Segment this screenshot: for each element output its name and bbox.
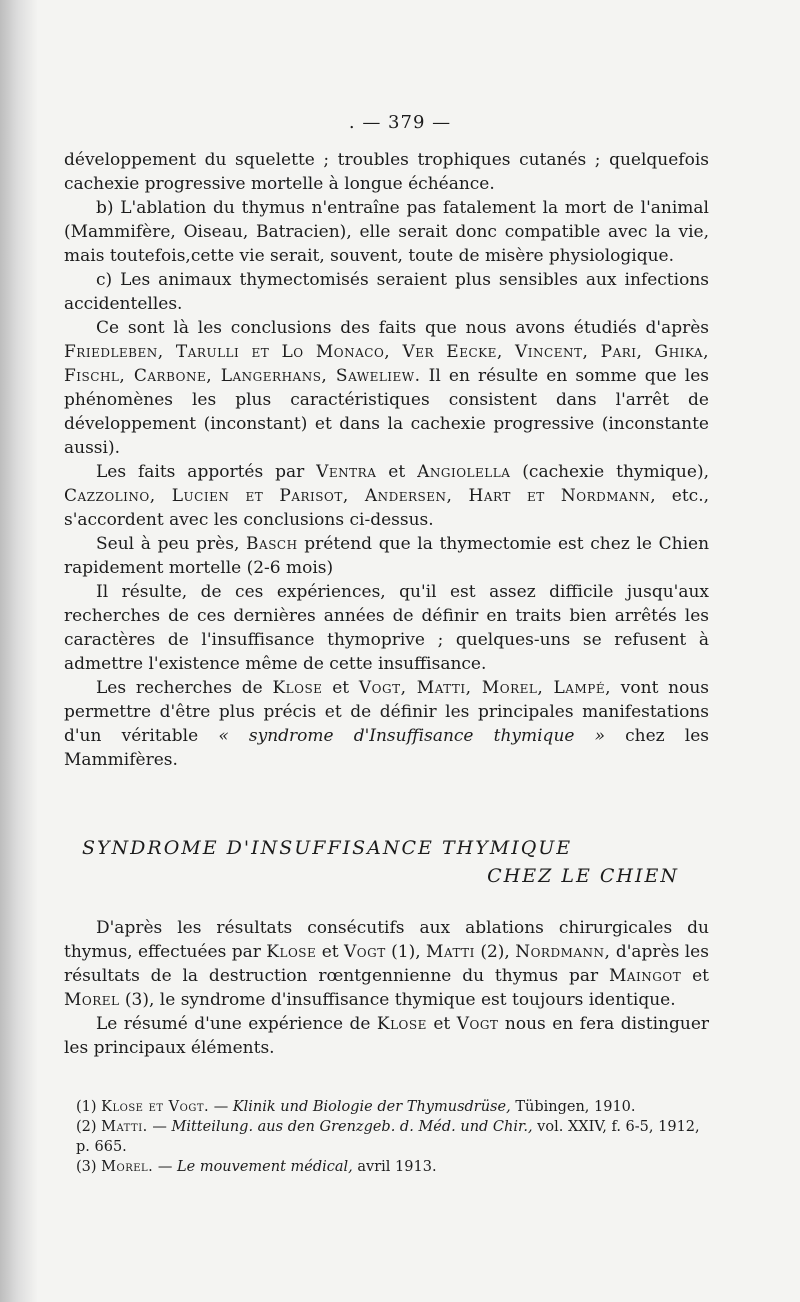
paragraph-resume bbox=[64, 1012, 709, 1060]
footnote-details: avril 1913. bbox=[357, 1159, 437, 1175]
author-name: Vogt bbox=[456, 1014, 499, 1034]
text-fragment: et bbox=[332, 678, 350, 698]
text-fragment: Les recherches de bbox=[96, 678, 263, 698]
text-fragment: Il en résulte en somme que les phénomènes les plus caractéristiques consistent dans l'arrêt de développement (inconstant) et dans la cachexie progressive (inconstante aussi). bbox=[64, 366, 709, 458]
footnote-authors: Morel. bbox=[101, 1159, 154, 1175]
author-name: Maingot bbox=[608, 966, 682, 986]
footnote-number: (2) bbox=[76, 1119, 97, 1135]
author-names: Cazzolino, Lucien et Parisot, Andersen, Hart et Nordmann, bbox=[64, 486, 657, 506]
heading-line-1: SYNDROME D'INSUFFISANCE THYMIQUE bbox=[82, 837, 573, 859]
author-name: Ventra bbox=[316, 462, 377, 482]
author-name: Nordmann, bbox=[515, 942, 611, 962]
text-fragment: vont nous permettre d'être plus précis et de définir les principales manifestations d'un véritable bbox=[64, 678, 710, 746]
footnote-dash: — bbox=[157, 1159, 173, 1175]
paragraph-b: b) L'ablation du thymus n'entraîne pas fatalement la mort de l'animal (Mammifère, Oiseau, Batracien), elle serait donc compatible avec la vie, mais toutefois,cette vie serait, souvent, toute de misère physiologique. bbox=[64, 198, 709, 266]
paragraph-recherches bbox=[64, 676, 709, 772]
text-fragment: (3), le syndrome d'insuffisance thymique est toujours identique. bbox=[124, 990, 676, 1010]
author-name: Morel bbox=[64, 990, 120, 1010]
body-text-top bbox=[64, 148, 709, 772]
paragraph-apres bbox=[64, 916, 709, 1012]
text-fragment: Ce sont là les conclusions des faits que nous avons étudiés d'après bbox=[96, 318, 709, 338]
text-fragment: D'après les résultats consécutifs aux ablations chirurgicales du thymus, effectuées par bbox=[64, 918, 709, 962]
author-name: Klose bbox=[266, 942, 317, 962]
footnote-dash: — bbox=[213, 1099, 229, 1115]
author-name: Angiolella bbox=[417, 462, 511, 482]
text-fragment: Seul à peu près, bbox=[96, 534, 240, 554]
text-fragment: et bbox=[388, 462, 406, 482]
text-fragment: et bbox=[692, 966, 710, 986]
italic-term: « syndrome d'Insuffisance thymique » bbox=[218, 726, 605, 746]
text-fragment: etc., s'accordent avec les conclusions ci-dessus. bbox=[64, 486, 710, 530]
text-fragment: chez les Mammifères. bbox=[64, 726, 710, 770]
footnote-2 bbox=[76, 1117, 711, 1157]
footnote-authors: Klose et Vogt. bbox=[101, 1099, 210, 1115]
paragraph-continuation: développement du squelette ; troubles trophiques cutanés ; quelquefois cachexie progressive mortelle à longue échéance. bbox=[64, 150, 709, 194]
footnote-title: Klinik und Biologie der Thymusdrüse, bbox=[232, 1099, 511, 1115]
heading-line-2: CHEZ LE CHIEN bbox=[487, 865, 679, 887]
footnote-3 bbox=[76, 1157, 711, 1177]
section-heading bbox=[64, 834, 709, 890]
footnote-details: Tübingen, 1910. bbox=[515, 1099, 636, 1115]
text-fragment: et bbox=[321, 942, 339, 962]
paragraph-difficile: Il résulte, de ces expériences, qu'il est assez difficile jusqu'aux recherches de ces dernières années de définir en traits bien arrêtés les caractères de l'insuffisance thymoprive ; quelques-uns se refusent à admettre l'existence même de cette insuffisance. bbox=[64, 582, 709, 674]
author-name: Matti bbox=[426, 942, 475, 962]
text-fragment: (1), bbox=[391, 942, 421, 962]
text-fragment: prétend que la thymectomie est chez le Chien rapidement mortelle (2-6 mois) bbox=[64, 534, 710, 578]
paragraph-conclusions bbox=[64, 316, 709, 460]
footnotes bbox=[76, 1097, 711, 1177]
text-fragment: (2), bbox=[480, 942, 510, 962]
footnote-title: Mitteilung. aus den Grenzgeb. d. Méd. und Chir., bbox=[171, 1119, 533, 1135]
footnote-number: (1) bbox=[76, 1099, 97, 1115]
page-number: . — 379 — bbox=[348, 112, 452, 133]
text-fragment: d'après les résultats de la destruction rœntgennienne du thymus par bbox=[64, 942, 709, 986]
author-name: Klose bbox=[376, 1014, 427, 1034]
footnote-details: vol. XXIV, f. 6-5, 1912, p. 665. bbox=[76, 1119, 700, 1155]
binding-shadow bbox=[0, 0, 38, 1302]
footnote-1 bbox=[76, 1097, 711, 1117]
text-fragment: Le résumé d'une expérience de bbox=[96, 1014, 371, 1034]
footnote-authors: Matti. bbox=[101, 1119, 148, 1135]
paragraph-basch bbox=[64, 532, 709, 580]
paragraph-c: c) Les animaux thymectomisés seraient plus sensibles aux infections accidentelles. bbox=[64, 270, 709, 314]
text-fragment: et bbox=[433, 1014, 451, 1034]
author-names: Vogt, Matti, Morel, Lampé, bbox=[358, 678, 611, 698]
text-fragment: nous en fera distinguer les principaux éléments. bbox=[64, 1014, 710, 1058]
author-name: Klose bbox=[272, 678, 323, 698]
paragraph-ventra bbox=[64, 460, 709, 532]
author-name: Basch bbox=[246, 534, 298, 554]
body-text-bottom bbox=[64, 916, 709, 1060]
footnote-title: Le mouvement médical, bbox=[177, 1159, 353, 1175]
author-name: Vogt bbox=[344, 942, 386, 962]
text-fragment: (cachexie thymique), bbox=[522, 462, 709, 482]
author-names: Friedleben, Tarulli et Lo Monaco, Ver Eecke, Vincent, Pari, Ghika, Fischl, Carbone, Langerhans, Saweliew. bbox=[64, 342, 709, 386]
text-fragment: Les faits apportés par bbox=[96, 462, 305, 482]
footnote-dash: — bbox=[152, 1119, 167, 1135]
footnote-number: (3) bbox=[76, 1159, 97, 1175]
